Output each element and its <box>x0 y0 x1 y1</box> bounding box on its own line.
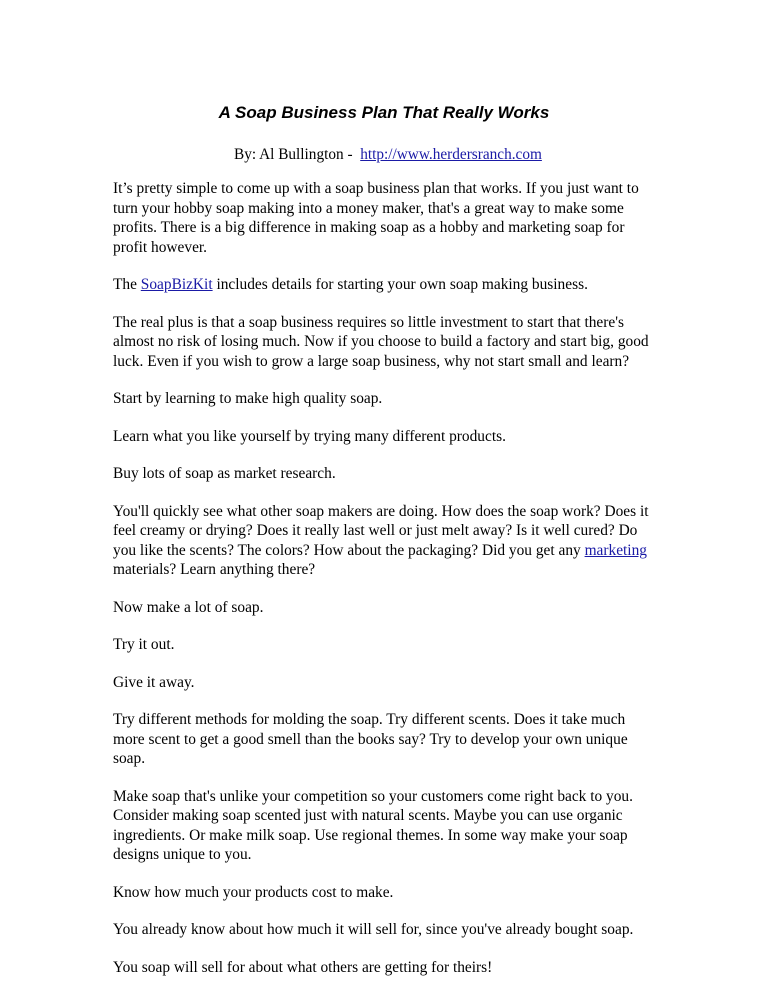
paragraph-try: Try it out. <box>113 636 175 653</box>
paragraph-intro: It’s pretty simple to come up with a soap business plan that works. If you just want to turn your hobby soap making into a money maker, that's a great way to make some profits. There is a big difference in making soap as a hobby and marketing soap for profit however. <box>113 180 639 256</box>
paragraph-investment: The real plus is that a soap business requires so little investment to start that there's almost no risk of losing much. Now if you choose to build a factory and start big, good luck. Even if you wish to grow a large soap business, why not start small and learn? <box>113 313 649 370</box>
paragraph-text: materials? Learn anything there? <box>113 561 316 578</box>
byline <box>234 146 542 164</box>
paragraph-quality: Start by learning to make high quality soap. <box>113 390 383 407</box>
paragraph-learn: Learn what you like yourself by trying many different products. <box>113 427 506 445</box>
paragraph-price: You already know about how much it will sell for, since you've already bought soap. <box>113 921 634 938</box>
byline-author: By: Al Bullington - <box>234 146 361 163</box>
paragraph-cost: Know how much your products cost to make. <box>113 883 394 901</box>
soapbizkit-link[interactable]: SoapBizKit <box>140 276 213 293</box>
marketing-link[interactable]: marketing <box>584 541 647 559</box>
paragraph-text: The <box>113 276 141 293</box>
paragraph-methods: Try different methods for molding the soap. Try different scents. Does it take much more scent to get a good smell than the books say? Try to develop your own unique soap. <box>113 711 628 767</box>
paragraph-text: You'll quickly see what other soap makers are doing. How does the soap work? Does it feel creamy or drying? Does it really last well or just melt away? Is it well cured? Do you like the scents? The colors? How about the packaging? Did you get any <box>113 502 649 559</box>
paragraph-research: Buy lots of soap as market research. <box>113 465 336 482</box>
document-body <box>113 179 658 995</box>
document-title: A Soap Business Plan That Really Works <box>218 103 550 122</box>
paragraph-text: includes details for starting your own soap making business. <box>212 276 588 293</box>
paragraph-competitors <box>113 502 658 580</box>
paragraph-soapbizkit <box>113 275 658 295</box>
paragraph-sell: You soap will sell for about what others are getting for theirs! <box>113 958 493 976</box>
paragraph-make: Now make a lot of soap. <box>113 598 264 616</box>
author-website-link[interactable]: http://www.herdersranch.com <box>360 146 542 163</box>
paragraph-give: Give it away. <box>113 673 195 691</box>
paragraph-unique: Make soap that's unlike your competition so your customers come right back to you. Consider making soap scented just with natural scents. Maybe you can use organic ingredients. Or make milk soap. Use regional themes. In some way make your soap designs unique to you. <box>113 787 633 863</box>
